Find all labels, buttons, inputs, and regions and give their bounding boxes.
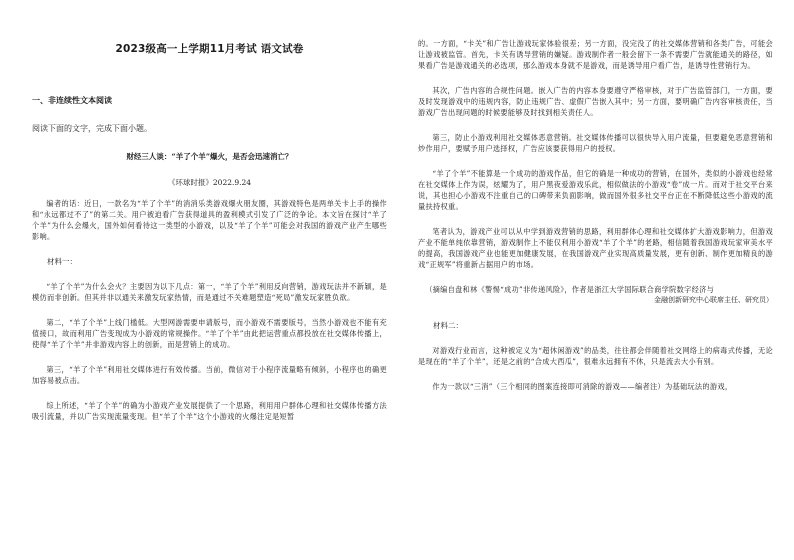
reading-instruction: 阅读下面的文字，完成下面小题。 bbox=[32, 124, 152, 133]
material-one-paragraph-3: 第三，“羊了个羊”利用社交媒体进行有效传播。当前，微信对于小程序流量略有倾斜，小程序也的确更加容易被点击。 bbox=[32, 365, 387, 385]
material-two-label: 材料二： bbox=[433, 321, 463, 330]
material-one-paragraph-4: 综上所述，“羊了个羊”的确为小游戏产业发展提供了一个思路，利用用户群体心理和社交媒体传播方法吸引流量，并以广告实现流量变现。但“羊了个羊”这个小游戏的火爆注定是短暂 bbox=[32, 401, 387, 421]
source-attribution-line-1: （摘编自盘和林《警惕“成功”非传递风险》，作者是浙江大学国际联合商学院数字经济与 bbox=[425, 285, 715, 294]
material-one-label: 材料一： bbox=[47, 257, 77, 266]
editor-note-paragraph: 编者的话：近日，一款名为“羊了个羊”的消消乐类游戏爆火朋友圈，其游戏特色是两单关卡上手的操作和“永远都过不了”的第二关。用户被迫看广告获得道具的盈利模式引发了广泛的争论。本文旨在探讨“羊了个羊”为什么会爆火，国外如何看待这一类型的小游戏，以及“羊了个羊”可能会对我国的游戏产业产生哪些影响。 bbox=[32, 199, 387, 241]
section-heading: 一、非连续性文本阅读 bbox=[32, 96, 112, 105]
left-body bbox=[32, 198, 387, 422]
right-paragraph-2: 其次，广告内容的合规性问题。嵌入广告的内容本身要遵守严格审核，对于广告监管部门，一方面，要及时发现游戏中的违规内容，防止违规广告、虚假广告嵌入其中；另一方面，要明确广告内容审核责任，当游戏广告出现问题的时候要能够及时找到相关责任人。 bbox=[418, 86, 773, 117]
right-paragraph-4: “羊了个羊”不能算是一个成功的游戏作品，但它的确是一种成功的营销，在国外，类似的小游戏也经常在社交媒体上作为误，炫耀为了，用户黑夜爱游戏乐此，相似做法的小游戏“卷”成一片。而对于社交平台来说，其也担心小游戏不注重自己的口碑带来负面影响，做而国外很多社交平台正在不断降低这些小游戏的流量扶持权重。 bbox=[418, 169, 773, 211]
right-paragraph-3: 第三，防止小游戏利用社交媒体恶意营销。社交媒体传播可以很快导入用户流量，但要避免恶意营销和炒作用户，要赋予用户选择权，广告应该要获得用户的授权。 bbox=[418, 133, 773, 153]
right-paragraph-5: 笔者认为，游戏产业可以从中学到游戏营销的思路，利用群体心理和社交媒体扩大游戏影响力，但游戏产业不能单纯依靠营销，游戏制作上不能仅利用小游戏“羊了个羊”的老路，相信随着我国游戏玩家审美水平的提高，我国游戏产业也能更加健康发展，在我国游戏产业实现高质量发展，更有创新、制作更加精良的游戏“正规军”将重新占据用户的市场。 bbox=[418, 227, 773, 269]
article-source: 《环球时报》2022.9.24 bbox=[167, 178, 252, 187]
material-one-paragraph-1: “羊了个羊”为什么会火？主要因为以下几点：第一，“羊了个羊”利用反向营销，游戏玩法并不新颖，是模仿而非创新。但其并非以通关来激发玩家热情，而是通过不关难题塑造“死局”激发玩家胜负欲。 bbox=[32, 282, 387, 302]
material-two-paragraph-1: 对游戏行业而言，这种被定义为“超休闲游戏”的品类，往往都会伴随着社交网络上的病毒式传播，无论是现在的“羊了个羊”，还是之前的“合成大西瓜”，很难永远拥有不休，只是流去大小有别。 bbox=[418, 346, 773, 366]
material-two-paragraph-2: 作为一款以“三消”（三个相同的图案连接即可消除的游戏——编者注）为基础玩法的游戏， bbox=[432, 382, 733, 391]
continued-paragraph: 的。一方面，“卡关”和广告让游戏玩家体验很差；另一方面，没完没了的社交媒体营销和各类广告，可能会让游戏被监管。首先，卡关有诱导营销的嫌疑。游戏制作者一般会留下一条不需要广告就能通关的路径，如果看广告是游戏通关的必选项，那么游戏本身就不是游戏，而是诱导用户看广告，是诱导性营销行为。 bbox=[418, 39, 773, 70]
article-title: 财经三人谈：“羊了个羊”爆火，是否会迅速消亡？ bbox=[126, 152, 293, 161]
source-attribution-line-2: 金融创新研究中心联席主任、研究员） bbox=[654, 296, 773, 304]
exam-title: 2023级高一上学期11月考试 语文试卷 bbox=[115, 43, 304, 55]
right-body bbox=[418, 38, 773, 392]
material-one-paragraph-2: 第二，“羊了个羊”上线门槛低。大型网游需要申请版号，而小游戏不需要版号，当然小游戏也不能有充值接口，故而利用广告变现成为小游戏的常规操作。“羊了个羊”由此把运营重点都投放在社交媒体传播上，使得“羊了个羊”并非游戏内容上的创新，而是营销上的成功。 bbox=[32, 318, 387, 349]
